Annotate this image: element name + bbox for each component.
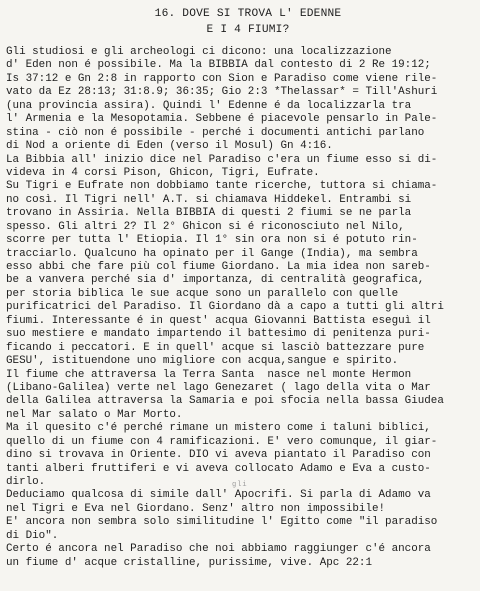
text-line: Gli studiosi e gli archeologi ci dicono: una localizzazione bbox=[6, 46, 392, 58]
text-line: dino si trovava in Oriente. DIO vi aveva piantato il Paradiso con bbox=[6, 449, 431, 462]
text-line: dirlo. bbox=[6, 476, 46, 488]
text-line: quello di un fiume con 4 ramificazioni. E' vero comunque, il giar- bbox=[6, 435, 438, 448]
text-line: Su Tigri e Eufrate non dobbiamo tante ricerche, tuttora si chiama- bbox=[6, 180, 438, 193]
text-line: di Dio". bbox=[6, 529, 59, 542]
text-line: spesso. Gli altri 2? Il 2° Ghicon si é riconosciuto nel Nilo, bbox=[6, 220, 405, 233]
text-line: d' Eden non é possibile. Ma la BIBBIA dal contesto di 2 Re 19:12; bbox=[6, 59, 431, 72]
document-body bbox=[6, 46, 476, 570]
text-line: un fiume d' acque cristalline, purissime, vive. Apc 22:1 bbox=[6, 556, 372, 569]
text-line: tracciarlo. Qualcuno ha opinato per il Gange (India), ma sembra bbox=[6, 247, 418, 260]
text-line: (una provincia assira). Quindi l' Edenne é da localizzarla tra bbox=[6, 99, 412, 112]
text-line: be a vanvera perché sia d' importanza, di centralità geografica, bbox=[6, 274, 425, 287]
text-line: trovano in Assiria. Nella BIBBIA di questi 2 fiumi se ne parla bbox=[6, 207, 412, 220]
text-line: purificatrici del Paradiso. Il Giordano dà a capo a tutti gli altri bbox=[6, 301, 444, 314]
text-line: stina - ciò non é possibile - perché i documenti antichi parlano bbox=[6, 126, 425, 139]
document-subtitle: E I 4 FIUMI? bbox=[206, 24, 290, 36]
text-line: videva in 4 corsi Pison, Ghicon, Tigri, Eufrate. bbox=[6, 166, 320, 179]
text-line: no così. Il Tigri nell' A.T. si chiamava Hiddekel. Entrambi si bbox=[6, 193, 412, 206]
text-line: scorre per tutta l' Etiopia. Il 1° sin ora non si é potuto rin- bbox=[6, 234, 418, 247]
text-line: Is 37:12 e Gn 2:8 in rapporto con Sion e Paradiso come viene rile- bbox=[6, 72, 438, 85]
text-line: della Galilea attraversa la Samaria e poi sfocia nella bassa Giudea bbox=[6, 395, 444, 408]
text-line: E' ancora non sembra solo similitudine l' Egitto come "il paradiso bbox=[6, 516, 438, 529]
text-line: suo mestiere e mandato impartendo il battesimo di penitenza puri- bbox=[6, 328, 431, 341]
text-line: di Nod a oriente di Eden (verso il Mosul) Gn 4:16. bbox=[6, 140, 333, 153]
text-line: esso abbi che fare più col fiume Giordano. La mia idea non sareb- bbox=[6, 261, 431, 273]
text-line: Il fiume che attraversa la Terra Santa nasce nel monte Hermon bbox=[6, 368, 412, 381]
text-line: Ma il quesito c'é perché rimane un mistero come i taluni biblici, bbox=[6, 422, 431, 435]
text-line: Certo é ancora nel Paradiso che noi abbiamo raggiunger c'é ancora bbox=[6, 543, 431, 556]
text-line: per storia biblica le sue acque sono un parallelo con quelle bbox=[6, 287, 399, 300]
text-line: Deduciamo qualcosa di simile dall' Apocrifi. Si parla di Adamo va bbox=[6, 489, 431, 502]
text-line: vato da Ez 28:13; 31:8.9; 36:35; Gio 2:3 *Thelassar* = Till'Ashuri bbox=[6, 86, 438, 99]
faint-handwritten-note: gli bbox=[232, 481, 248, 489]
text-line: nel Mar salato o Mar Morto. bbox=[6, 408, 183, 421]
text-line: nel Tigri e Eva nel Giordano. Senz' altro non impossibile! bbox=[6, 502, 386, 515]
text-line: tanti alberi fruttiferi e vi aveva collocato Adamo e Eva a custo- bbox=[6, 462, 431, 475]
text-line: La Bibbia all' inizio dice nel Paradiso c'era un fiume esso si di- bbox=[6, 153, 438, 166]
document-title: 16. DOVE SI TROVA L' EDENNE bbox=[154, 8, 342, 20]
text-line: l' Armenia e la Mesopotamia. Sebbene é piacevole pensarlo in Pale- bbox=[6, 113, 438, 126]
text-line: ficando i peccatori. E in quell' acque si lasciò battezzare pure bbox=[6, 341, 425, 354]
text-line: GESU', istituendone uno migliore con acqua,sangue e spirito. bbox=[6, 355, 399, 368]
text-line: fiumi. Interessante é in quest' acqua Giovanni Battista eseguì il bbox=[6, 314, 431, 327]
text-line: (Libano-Galilea) verte nel lago Genezaret ( lago della vita o Mar bbox=[6, 381, 431, 394]
